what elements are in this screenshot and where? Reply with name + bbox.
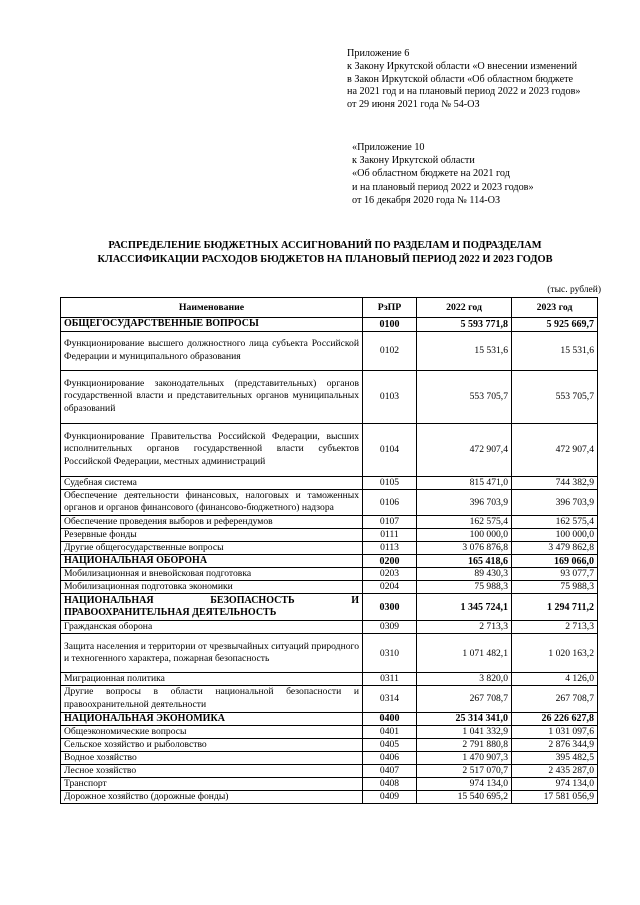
row-name: Функционирование законодательных (представительных) органов государственной власти и представительных органов муниципальных образований — [61, 370, 363, 423]
row-name: Резервные фонды — [61, 528, 363, 541]
header-code: РзПР — [363, 298, 417, 318]
table-row — [61, 765, 598, 778]
row-code: 0105 — [363, 476, 417, 489]
row-value-2023: 1 294 711,2 — [512, 594, 598, 621]
row-code: 0300 — [363, 594, 417, 621]
row-value-2022: 75 988,3 — [417, 581, 512, 594]
units-label: (тыс. рублей) — [547, 285, 601, 295]
row-value-2022: 396 703,9 — [417, 489, 512, 515]
appendix-line: к Закону Иркутской области «О внесении изменений — [347, 60, 578, 72]
row-code: 0111 — [363, 528, 417, 541]
row-name: ОБЩЕГОСУДАРСТВЕННЫЕ ВОПРОСЫ — [61, 318, 363, 332]
row-value-2022: 15 540 695,2 — [417, 791, 512, 804]
row-code: 0204 — [363, 581, 417, 594]
row-value-2022: 974 134,0 — [417, 778, 512, 791]
row-code: 0408 — [363, 778, 417, 791]
row-value-2023: 162 575,4 — [512, 515, 598, 528]
row-value-2023: 17 581 056,9 — [512, 791, 598, 804]
row-name: НАЦИОНАЛЬНАЯ ОБОРОНА — [61, 554, 363, 568]
table-row — [61, 712, 598, 726]
row-code: 0405 — [363, 739, 417, 752]
row-value-2023: 395 482,5 — [512, 752, 598, 765]
title-line-2: КЛАССИФИКАЦИИ РАСХОДОВ БЮДЖЕТОВ НА ПЛАНОВЫЙ ПЕРИОД 2022 И 2023 ГОДОВ — [97, 253, 553, 265]
row-code: 0200 — [363, 554, 417, 568]
appendix-line: «Приложение 10 — [352, 142, 425, 153]
row-name: Общеэкономические вопросы — [61, 726, 363, 739]
row-value-2022: 2 517 070,7 — [417, 765, 512, 778]
row-name: Водное хозяйство — [61, 752, 363, 765]
table-row — [61, 778, 598, 791]
table-row — [61, 752, 598, 765]
row-value-2023: 744 382,9 — [512, 476, 598, 489]
table-row — [61, 318, 598, 332]
row-value-2023: 75 988,3 — [512, 581, 598, 594]
table-row — [61, 726, 598, 739]
table-row — [61, 515, 598, 528]
row-value-2022: 3 820,0 — [417, 673, 512, 686]
row-code: 0102 — [363, 331, 417, 370]
header-name: Наименование — [61, 298, 363, 318]
row-name: Защита населения и территории от чрезвычайных ситуаций природного и техногенного характера, пожарная безопасность — [61, 634, 363, 673]
row-code: 0100 — [363, 318, 417, 332]
row-value-2023: 267 708,7 — [512, 686, 598, 712]
table-row — [61, 423, 598, 476]
table-row — [61, 673, 598, 686]
row-value-2022: 100 000,0 — [417, 528, 512, 541]
row-name: Лесное хозяйство — [61, 765, 363, 778]
row-value-2022: 2 791 880,8 — [417, 739, 512, 752]
row-name: Мобилизационная подготовка экономики — [61, 581, 363, 594]
table-row — [61, 621, 598, 634]
row-value-2023: 5 925 669,7 — [512, 318, 598, 332]
appendix-10-header — [352, 141, 534, 207]
table-row — [61, 554, 598, 568]
row-value-2022: 267 708,7 — [417, 686, 512, 712]
row-name: Мобилизационная и вневойсковая подготовка — [61, 568, 363, 581]
row-value-2023: 3 479 862,8 — [512, 541, 598, 554]
row-value-2023: 2 435 287,0 — [512, 765, 598, 778]
row-value-2023: 974 134,0 — [512, 778, 598, 791]
row-value-2023: 553 705,7 — [512, 370, 598, 423]
row-name: Функционирование Правительства Российской Федерации, высших исполнительных органов государственной власти субъектов Российской Федерации, местных администраций — [61, 423, 363, 476]
appendix-line: Приложение 6 — [347, 48, 410, 59]
row-code: 0406 — [363, 752, 417, 765]
row-value-2022: 89 430,3 — [417, 568, 512, 581]
budget-table — [60, 297, 598, 804]
table-row — [61, 739, 598, 752]
row-code: 0103 — [363, 370, 417, 423]
row-code: 0407 — [363, 765, 417, 778]
row-value-2022: 15 531,6 — [417, 331, 512, 370]
row-value-2023: 472 907,4 — [512, 423, 598, 476]
row-value-2022: 1 470 907,3 — [417, 752, 512, 765]
table-row — [61, 581, 598, 594]
row-value-2022: 25 314 341,0 — [417, 712, 512, 726]
row-name: Обеспечение проведения выборов и референдумов — [61, 515, 363, 528]
row-name: НАЦИОНАЛЬНАЯ ЭКОНОМИКА — [61, 712, 363, 726]
row-name: Судебная система — [61, 476, 363, 489]
appendix-line: от 16 декабря 2020 года № 114-ОЗ — [352, 194, 501, 206]
appendix-line: и на плановый период 2022 и 2023 годов» — [352, 181, 534, 193]
row-value-2023: 396 703,9 — [512, 489, 598, 515]
row-code: 0107 — [363, 515, 417, 528]
row-value-2023: 1 031 097,6 — [512, 726, 598, 739]
row-name: Миграционная политика — [61, 673, 363, 686]
appendix-line: от 29 июня 2021 года № 54-ОЗ — [347, 99, 480, 111]
row-value-2023: 93 077,7 — [512, 568, 598, 581]
appendix-line: к Закону Иркутской области — [352, 155, 475, 167]
row-name: Другие вопросы в области национальной безопасности и правоохранительной деятельности — [61, 686, 363, 712]
table-row — [61, 476, 598, 489]
row-code: 0104 — [363, 423, 417, 476]
row-value-2023: 4 126,0 — [512, 673, 598, 686]
row-value-2022: 165 418,6 — [417, 554, 512, 568]
table-row — [61, 541, 598, 554]
table-row — [61, 634, 598, 673]
row-value-2023: 1 020 163,2 — [512, 634, 598, 673]
table-header-row — [61, 298, 598, 318]
table-row — [61, 594, 598, 621]
row-name: Функционирование высшего должностного лица субъекта Российской Федерации и муниципального образования — [61, 331, 363, 370]
row-value-2022: 815 471,0 — [417, 476, 512, 489]
row-value-2022: 2 713,3 — [417, 621, 512, 634]
row-value-2022: 5 593 771,8 — [417, 318, 512, 332]
row-name: Транспорт — [61, 778, 363, 791]
row-code: 0113 — [363, 541, 417, 554]
row-code: 0106 — [363, 489, 417, 515]
row-value-2023: 100 000,0 — [512, 528, 598, 541]
row-code: 0311 — [363, 673, 417, 686]
row-name: Обеспечение деятельности финансовых, налоговых и таможенных органов и органов финансового (финансово-бюджетного) надзора — [61, 489, 363, 515]
row-name: Дорожное хозяйство (дорожные фонды) — [61, 791, 363, 804]
appendix-line: на 2021 год и на плановый период 2022 и 2023 годов» — [347, 86, 581, 98]
row-value-2023: 2 713,3 — [512, 621, 598, 634]
row-code: 0409 — [363, 791, 417, 804]
header-2022: 2022 год — [417, 298, 512, 318]
appendix-6-header — [347, 48, 580, 112]
row-code: 0401 — [363, 726, 417, 739]
table-row — [61, 791, 598, 804]
row-code: 0314 — [363, 686, 417, 712]
row-value-2023: 15 531,6 — [512, 331, 598, 370]
header-2023: 2023 год — [512, 298, 598, 318]
row-name: НАЦИОНАЛЬНАЯ БЕЗОПАСНОСТЬ И ПРАВООХРАНИТЕЛЬНАЯ ДЕЯТЕЛЬНОСТЬ — [61, 594, 363, 621]
appendix-line: «Об областном бюджете на 2021 год — [352, 168, 510, 180]
row-name: Другие общегосударственные вопросы — [61, 541, 363, 554]
row-value-2023: 169 066,0 — [512, 554, 598, 568]
row-value-2022: 472 907,4 — [417, 423, 512, 476]
row-code: 0310 — [363, 634, 417, 673]
row-value-2022: 1 345 724,1 — [417, 594, 512, 621]
row-name: Гражданская оборона — [61, 621, 363, 634]
row-code: 0400 — [363, 712, 417, 726]
table-row — [61, 331, 598, 370]
row-value-2022: 162 575,4 — [417, 515, 512, 528]
table-row — [61, 686, 598, 712]
document-title — [40, 239, 610, 266]
row-value-2022: 1 041 332,9 — [417, 726, 512, 739]
table-row — [61, 528, 598, 541]
title-line-1: РАСПРЕДЕЛЕНИЕ БЮДЖЕТНЫХ АССИГНОВАНИЙ ПО РАЗДЕЛАМ И ПОДРАЗДЕЛАМ — [108, 240, 542, 251]
row-value-2023: 2 876 344,9 — [512, 739, 598, 752]
row-value-2023: 26 226 627,8 — [512, 712, 598, 726]
row-name: Сельское хозяйство и рыболовство — [61, 739, 363, 752]
appendix-line: в Закон Иркутской области «Об областном бюджете — [347, 73, 574, 85]
row-value-2022: 553 705,7 — [417, 370, 512, 423]
row-value-2022: 3 076 876,8 — [417, 541, 512, 554]
table-row — [61, 370, 598, 423]
table-row — [61, 489, 598, 515]
row-code: 0309 — [363, 621, 417, 634]
row-value-2022: 1 071 482,1 — [417, 634, 512, 673]
table-row — [61, 568, 598, 581]
row-code: 0203 — [363, 568, 417, 581]
